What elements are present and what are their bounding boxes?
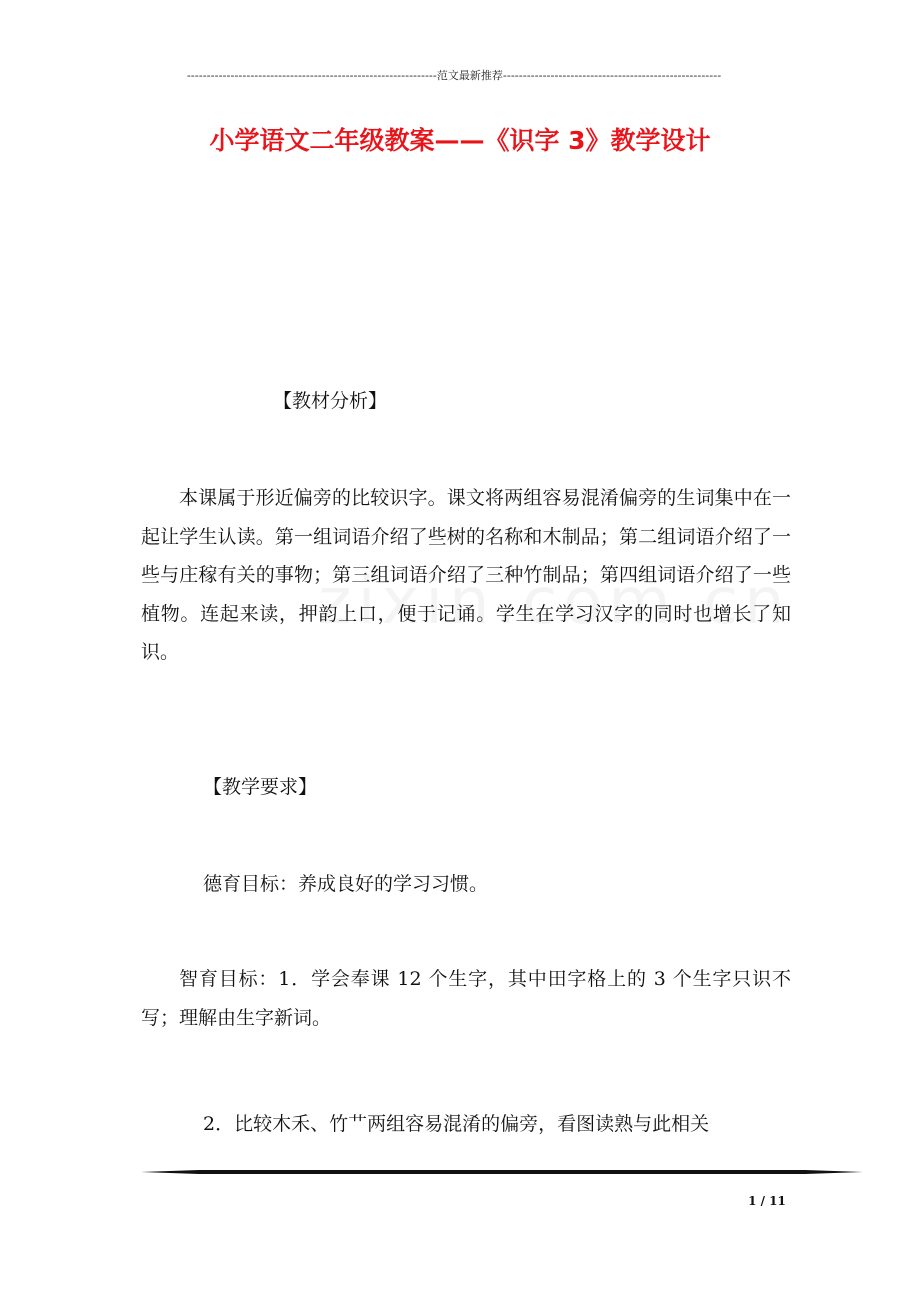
section-heading-analysis: 【教材分析】 bbox=[273, 390, 388, 412]
intellect-goal: 智育目标：1．学会奉课 12 个生字，其中田字格上的 3 个生字只识不写；理解由生字新词。 bbox=[141, 968, 791, 1029]
analysis-paragraph: 本课属于形近偏旁的比较识字。课文将两组容易混淆偏旁的生词集中在一起让学生认读。第一组词语介绍了些树的名称和木制品；第二组词语介绍了一些与庄稼有关的事物；第三组词语介绍了三种竹制品；第四组词语介绍了一些植物。连起来读，押韵上口，便于记诵。学生在学习汉字的同时也增长了知识。 bbox=[141, 487, 791, 663]
goal-item-2: 2．比较木禾、竹艹两组容易混淆的偏旁，看图读熟与此相关 bbox=[203, 1113, 710, 1135]
page-number: 1 / 11 bbox=[748, 1194, 786, 1208]
section-heading-requirements: 【教学要求】 bbox=[203, 776, 318, 798]
document-title: 小学语文二年级教案——《识字 3》教学设计 bbox=[209, 126, 711, 155]
header-banner: ---------------------------------------------------------------范文最新推荐------------------------------------------------------- bbox=[186, 69, 722, 82]
moral-goal: 德育目标：养成良好的学习习惯。 bbox=[203, 873, 489, 895]
footer-divider bbox=[141, 1170, 863, 1174]
